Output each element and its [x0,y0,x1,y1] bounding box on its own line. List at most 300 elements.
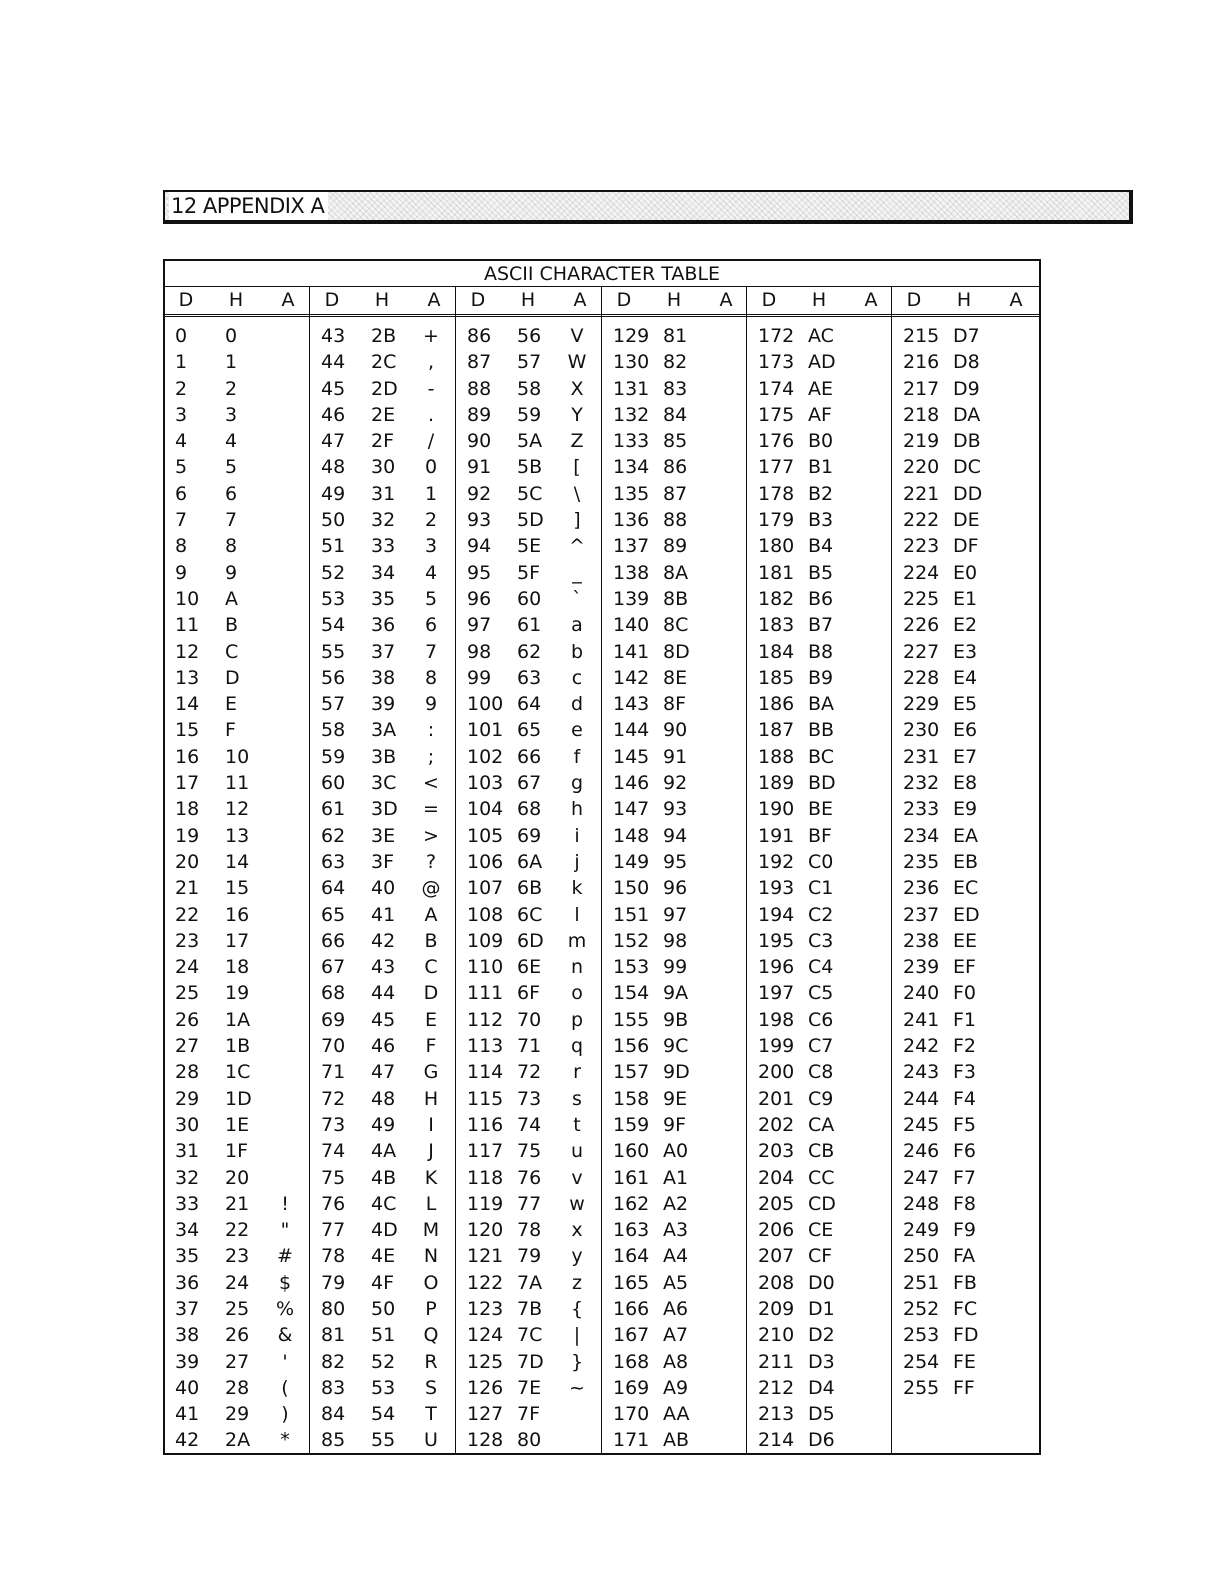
table-row [321,1401,455,1427]
table-row [758,665,892,691]
decimal-cell: 24 [175,956,200,979]
table-row [321,428,455,454]
hex-cell: FA [953,1245,976,1268]
decimal-cell: 78 [321,1245,346,1268]
char-cell: g [570,772,584,795]
decimal-cell: 137 [613,535,650,558]
decimal-cell: 34 [175,1219,200,1242]
char-cell: ] [573,509,581,532]
decimal-cell: 20 [175,850,200,873]
decimal-cell: 114 [467,1061,504,1084]
hex-cell: B2 [808,482,834,505]
table-row [467,1165,601,1191]
hex-cell: DD [953,482,983,505]
table-row [758,770,892,796]
table-row [175,1059,309,1085]
table-row [903,349,1037,375]
decimal-cell: 145 [613,745,650,768]
hex-cell: 51 [371,1324,396,1347]
table-row [903,1191,1037,1217]
table-row [175,823,309,849]
table-row [613,402,747,428]
table-row [758,1112,892,1138]
decimal-cell: 2 [175,377,188,400]
decimal-cell: 38 [175,1324,200,1347]
hex-cell: A9 [663,1376,689,1399]
header-a-4: A [719,289,733,311]
hex-cell: E1 [953,587,978,610]
char-cell: 1 [424,482,438,505]
decimal-cell: 165 [613,1271,650,1294]
table-row [613,717,747,743]
decimal-cell: 127 [467,1403,504,1426]
hex-cell: CF [808,1245,833,1268]
char-cell: M [422,1219,440,1242]
decimal-cell: 237 [903,903,940,926]
table-row [613,796,747,822]
table-row [175,849,309,875]
table-row [467,349,601,375]
char-cell: l [574,903,580,926]
table-row [903,1217,1037,1243]
decimal-cell: 93 [467,509,492,532]
char-cell: [ [573,456,581,479]
table-row [758,1007,892,1033]
decimal-cell: 5 [175,456,188,479]
hex-cell: F6 [953,1140,977,1163]
decimal-cell: 132 [613,403,650,426]
decimal-cell: 87 [467,351,492,374]
table-row [903,533,1037,559]
decimal-cell: 244 [903,1087,940,1110]
hex-cell: 42 [371,929,396,952]
table-row [321,928,455,954]
table-row [175,902,309,928]
char-cell: # [277,1245,293,1268]
decimal-cell: 84 [321,1403,346,1426]
hex-cell: 67 [517,772,542,795]
table-row [321,770,455,796]
char-cell: + [423,325,439,347]
table-row [321,507,455,533]
decimal-cell: 218 [903,403,940,426]
hex-cell: D1 [808,1297,835,1320]
table-row [758,875,892,901]
decimal-cell: 26 [175,1008,200,1031]
decimal-cell: 249 [903,1219,940,1242]
decimal-cell: 30 [175,1113,200,1136]
decimal-cell: 70 [321,1035,346,1058]
decimal-cell: 186 [758,693,795,716]
decimal-cell: 220 [903,456,940,479]
decimal-cell: 224 [903,561,940,584]
hex-cell: B8 [808,640,834,663]
hex-cell: 62 [517,640,542,663]
decimal-cell: 180 [758,535,795,558]
table-row [903,717,1037,743]
char-cell: K [424,1166,438,1189]
table-row [467,928,601,954]
table-row [321,980,455,1006]
char-cell: ? [425,850,437,873]
decimal-cell: 0 [175,325,188,347]
table-row [321,849,455,875]
decimal-cell: 79 [321,1271,346,1294]
decimal-cell: 164 [613,1245,650,1268]
char-cell: * [280,1429,290,1452]
hex-cell: F1 [953,1008,977,1031]
decimal-cell: 210 [758,1324,795,1347]
decimal-cell: 203 [758,1140,795,1163]
decimal-cell: 4 [175,430,188,453]
char-cell: ~ [569,1376,585,1399]
table-row [175,586,309,612]
decimal-cell: 9 [175,561,188,584]
table-row [903,1112,1037,1138]
char-cell: E [424,1008,437,1031]
hex-cell: 1E [225,1113,250,1136]
hex-cell: 29 [225,1403,250,1426]
table-row [175,481,309,507]
hex-cell: 99 [663,956,688,979]
table-row [321,902,455,928]
hex-cell: 26 [225,1324,250,1347]
table-row [903,665,1037,691]
table-row [758,1059,892,1085]
hex-cell: B6 [808,587,834,610]
table-row [758,954,892,980]
hex-cell: 65 [517,719,542,742]
hex-cell: 4A [371,1140,397,1163]
char-cell: h [570,798,584,821]
decimal-cell: 176 [758,430,795,453]
decimal-cell: 247 [903,1166,940,1189]
decimal-cell: 202 [758,1113,795,1136]
decimal-cell: 97 [467,614,492,637]
char-cell: & [277,1324,293,1347]
table-row [467,1138,601,1164]
table-row [758,1349,892,1375]
hex-cell: 17 [225,929,250,952]
decimal-cell: 252 [903,1297,940,1320]
char-cell: R [424,1350,438,1373]
decimal-cell: 184 [758,640,795,663]
table-row [903,612,1037,638]
table-row [321,533,455,559]
decimal-cell: 21 [175,877,200,900]
hex-cell: FE [953,1350,976,1373]
table-row [758,1427,892,1453]
decimal-cell: 201 [758,1087,795,1110]
hex-cell: B5 [808,561,834,584]
table-row [613,349,747,375]
table-row [613,1427,747,1453]
table-row [613,902,747,928]
hex-cell: F7 [953,1166,977,1189]
decimal-cell: 101 [467,719,504,742]
table-row [321,691,455,717]
table-row [613,875,747,901]
table-row [467,1243,601,1269]
table-row [321,1191,455,1217]
decimal-cell: 13 [175,666,200,689]
decimal-cell: 28 [175,1061,200,1084]
hex-cell: 79 [517,1245,542,1268]
hex-cell: A5 [663,1271,689,1294]
decimal-cell: 81 [321,1324,346,1347]
decimal-cell: 171 [613,1429,650,1452]
hex-cell: 88 [663,509,688,532]
table-row [758,428,892,454]
decimal-cell: 75 [321,1166,346,1189]
decimal-cell: 241 [903,1008,940,1031]
table-row [613,1296,747,1322]
table-row [903,481,1037,507]
hex-cell: 52 [371,1350,396,1373]
char-cell: H [423,1087,439,1110]
hex-cell: 20 [225,1166,250,1189]
table-row [613,823,747,849]
table-row [613,1033,747,1059]
decimal-cell: 216 [903,351,940,374]
hex-cell: FF [953,1376,975,1399]
hex-cell: 1D [225,1087,252,1110]
column-group-6 [903,323,1037,1401]
hex-cell: 68 [517,798,542,821]
decimal-cell: 219 [903,430,940,453]
header-d-2: D [324,289,340,311]
decimal-cell: 177 [758,456,795,479]
hex-cell: 8B [663,587,689,610]
decimal-cell: 136 [613,509,650,532]
decimal-cell: 240 [903,982,940,1005]
decimal-cell: 196 [758,956,795,979]
char-cell: D [423,982,439,1005]
table-row [175,428,309,454]
hex-cell: B9 [808,666,834,689]
table-row [321,954,455,980]
table-row [903,849,1037,875]
table-row [175,560,309,586]
header-d-6: D [906,289,922,311]
hex-cell: 2 [225,377,238,400]
decimal-cell: 63 [321,850,346,873]
table-row [321,1138,455,1164]
table-row [758,1375,892,1401]
decimal-cell: 62 [321,824,346,847]
table-row [175,717,309,743]
hex-cell: 80 [517,1429,542,1452]
hex-cell: C4 [808,956,834,979]
table-row [467,428,601,454]
section-header-bar [163,190,1133,224]
table-row [467,1217,601,1243]
char-cell: ) [281,1403,289,1426]
decimal-cell: 147 [613,798,650,821]
table-row [903,980,1037,1006]
hex-cell: EA [953,824,979,847]
hex-cell: 3A [371,719,397,742]
char-cell: N [423,1245,439,1268]
hex-cell: 81 [663,325,688,347]
char-cell: L [425,1192,437,1215]
decimal-cell: 36 [175,1271,200,1294]
hex-cell: 35 [371,587,396,610]
table-row [613,1059,747,1085]
hex-cell: F9 [953,1219,977,1242]
table-row [903,1349,1037,1375]
table-row [321,349,455,375]
table-row [321,481,455,507]
decimal-cell: 189 [758,772,795,795]
char-cell: x [571,1219,583,1242]
decimal-cell: 98 [467,640,492,663]
hex-cell: C0 [808,850,834,873]
hex-cell: 4D [371,1219,398,1242]
hex-cell: BC [808,745,834,768]
table-row [321,1296,455,1322]
table-row [175,1191,309,1217]
decimal-cell: 115 [467,1087,504,1110]
hex-cell: 31 [371,482,396,505]
hex-cell: B4 [808,535,834,558]
hex-cell: 60 [517,587,542,610]
hex-cell: B3 [808,509,834,532]
table-row [321,1086,455,1112]
hex-cell: 46 [371,1035,396,1058]
hex-cell: E [225,693,238,716]
column-divider [309,287,310,1453]
decimal-cell: 118 [467,1166,504,1189]
decimal-cell: 99 [467,666,492,689]
hex-cell: D4 [808,1376,835,1399]
table-row [175,639,309,665]
decimal-cell: 214 [758,1429,795,1452]
hex-cell: AA [663,1403,690,1426]
table-row [175,954,309,980]
hex-cell: 50 [371,1297,396,1320]
table-row [903,954,1037,980]
table-row [467,454,601,480]
column-group-1 [175,323,309,1454]
hex-cell: A2 [663,1192,689,1215]
table-row [467,902,601,928]
table-row [175,1112,309,1138]
header-a-1: A [281,289,295,311]
decimal-cell: 96 [467,587,492,610]
decimal-cell: 253 [903,1324,940,1347]
table-row [903,1270,1037,1296]
hex-cell: FB [953,1271,977,1294]
decimal-cell: 124 [467,1324,504,1347]
table-row [613,691,747,717]
hex-cell: 33 [371,535,396,558]
hex-cell: AE [808,377,834,400]
table-row [903,323,1037,349]
hex-cell: EC [953,877,979,900]
table-row [903,770,1037,796]
char-cell: y [571,1245,583,1268]
hex-cell: 10 [225,745,250,768]
decimal-cell: 150 [613,877,650,900]
table-row [321,586,455,612]
table-row [321,560,455,586]
decimal-cell: 232 [903,772,940,795]
table-row [758,1033,892,1059]
table-row [321,1243,455,1269]
decimal-cell: 130 [613,351,650,374]
decimal-cell: 39 [175,1350,200,1373]
hex-cell: B7 [808,614,834,637]
decimal-cell: 95 [467,561,492,584]
decimal-cell: 25 [175,982,200,1005]
decimal-cell: 117 [467,1140,504,1163]
decimal-cell: 131 [613,377,650,400]
header-h-5: H [811,289,827,311]
table-row [758,533,892,559]
hex-cell: A3 [663,1219,689,1242]
hex-cell: CC [808,1166,835,1189]
column-divider [746,287,747,1453]
table-row [758,980,892,1006]
hex-cell: 14 [225,850,250,873]
char-cell: 6 [424,614,438,637]
hex-cell: 11 [225,772,250,795]
decimal-cell: 250 [903,1245,940,1268]
hex-cell: D5 [808,1403,835,1426]
table-row [467,1296,601,1322]
decimal-cell: 74 [321,1140,346,1163]
char-cell: r [573,1061,581,1084]
hex-cell: 36 [371,614,396,637]
table-row [467,323,601,349]
char-cell: ( [281,1376,289,1399]
decimal-cell: 151 [613,903,650,926]
table-row [758,376,892,402]
decimal-cell: 22 [175,903,200,926]
decimal-cell: 59 [321,745,346,768]
table-row [758,849,892,875]
decimal-cell: 234 [903,824,940,847]
hex-cell: 6D [517,929,544,952]
decimal-cell: 16 [175,745,200,768]
hex-cell: 73 [517,1087,542,1110]
table-row [175,1427,309,1453]
char-cell: T [425,1403,437,1426]
decimal-cell: 44 [321,351,346,374]
header-d-4: D [616,289,632,311]
hex-cell: 5D [517,509,544,532]
char-cell: P [425,1297,437,1320]
char-cell: n [570,956,584,979]
header-h-4: H [666,289,682,311]
table-row [903,402,1037,428]
table-row [321,1217,455,1243]
hex-cell: AB [663,1429,690,1452]
table-row [903,560,1037,586]
hex-cell: A6 [663,1297,689,1320]
hex-cell: 64 [517,693,542,716]
table-row [903,823,1037,849]
decimal-cell: 53 [321,587,346,610]
hex-cell: A7 [663,1324,689,1347]
decimal-cell: 199 [758,1035,795,1058]
hex-cell: 57 [517,351,542,374]
hex-cell: C7 [808,1035,834,1058]
table-row [175,1401,309,1427]
hex-cell: 4E [371,1245,396,1268]
hex-cell: 30 [371,456,396,479]
